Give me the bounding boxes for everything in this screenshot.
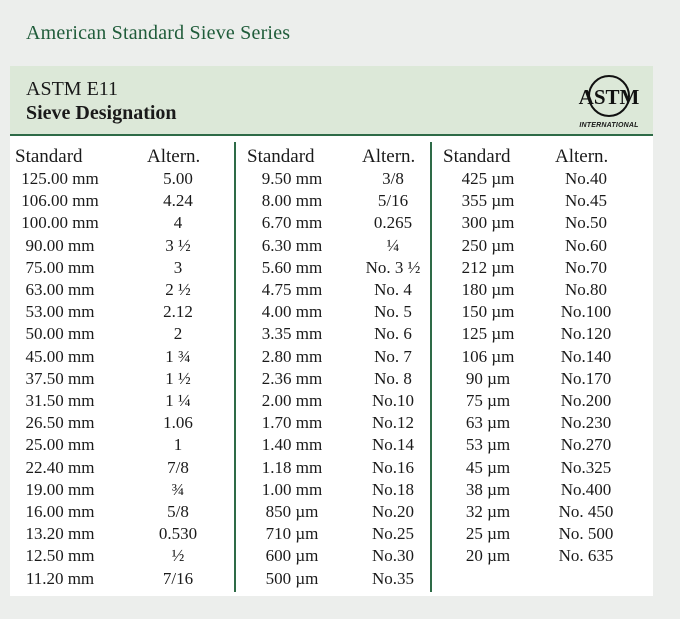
standard-size-cell: 22.40 mm: [25, 457, 95, 477]
table-row: [236, 368, 433, 390]
table-row: [236, 412, 433, 434]
alternative-size-cell: No.100: [560, 302, 612, 322]
alternative-size-cell: No.140: [560, 346, 612, 366]
standard-header: Standard: [443, 146, 511, 167]
standard-header: Standard: [15, 146, 83, 167]
alternative-size-cell: No. 500: [558, 524, 614, 544]
table-row: [236, 190, 433, 212]
standard-size-cell: 125.00 mm: [21, 169, 99, 188]
sieve-table-card: [10, 66, 653, 596]
table-row: [236, 301, 433, 323]
standard-size-cell: 100.00 mm: [21, 213, 99, 233]
alternative-size-cell: No. 8: [374, 368, 412, 388]
table-row: [432, 412, 632, 434]
standard-size-cell: 9.50 mm: [261, 169, 323, 188]
alternative-size-cell: No.10: [371, 391, 415, 410]
table-row: [236, 168, 433, 190]
alternative-size-cell: No.325: [560, 457, 612, 477]
table-row: [432, 501, 632, 523]
standard-size-cell: 12.50 mm: [25, 546, 95, 566]
table-row: [432, 323, 632, 345]
alternative-size-cell: 7/16: [162, 568, 194, 588]
table-row: [10, 434, 234, 456]
alternative-size-cell: No.18: [371, 479, 415, 499]
alternative-size-cell: No. 7: [374, 346, 412, 366]
standard-size-cell: 5.60 mm: [261, 257, 323, 277]
table-row: [10, 501, 234, 523]
sieve-column-3: [430, 142, 632, 592]
standard-size-cell: 63 µm: [465, 413, 511, 433]
alternative-size-cell: No.30: [371, 546, 415, 566]
astm-logo: [576, 72, 642, 132]
standard-size-cell: 1.00 mm: [261, 479, 323, 499]
alternative-size-cell: No. 5: [374, 302, 412, 322]
alternative-size-cell: No.270: [560, 435, 612, 455]
table-row: [432, 457, 632, 479]
table-row: [10, 190, 234, 212]
alternative-size-cell: No.45: [564, 191, 608, 211]
alternative-size-cell: 0.530: [158, 524, 198, 544]
alternative-size-cell: ¾: [171, 479, 185, 499]
table-row: [10, 368, 234, 390]
designation-label: Sieve Designation: [26, 102, 177, 124]
alternative-size-cell: ½: [171, 546, 185, 566]
standard-size-cell: 180 µm: [461, 280, 515, 299]
alternative-size-cell: 5/8: [167, 502, 189, 521]
alternative-size-cell: 1 ¾: [165, 346, 191, 366]
alternative-size-cell: 1 ½: [165, 368, 191, 388]
table-row: [10, 301, 234, 323]
alternative-size-cell: 5.00: [163, 169, 193, 188]
table-row: [432, 390, 632, 412]
table-row: [10, 235, 234, 257]
table-row: [236, 545, 433, 567]
standard-size-cell: 25.00 mm: [25, 435, 95, 455]
standard-size-cell: 1.18 mm: [261, 457, 323, 477]
standard-size-cell: 150 µm: [461, 302, 515, 322]
table-row: [10, 568, 234, 590]
astm-logo-mark: [576, 72, 642, 122]
alternative-size-cell: No. 4: [374, 280, 412, 299]
sieve-column-2: [234, 142, 433, 592]
table-row: [432, 257, 632, 279]
standard-size-cell: 13.20 mm: [25, 524, 95, 544]
alternative-size-cell: ¼: [386, 235, 400, 255]
table-row: [236, 434, 433, 456]
alternative-size-cell: No.230: [560, 413, 612, 433]
standard-size-cell: 26.50 mm: [25, 413, 95, 433]
standard-size-cell: 1.70 mm: [261, 413, 323, 433]
table-row: [236, 212, 433, 234]
standard-size-cell: 20 µm: [465, 546, 511, 566]
standard-size-cell: 19.00 mm: [25, 479, 95, 499]
standard-size-cell: 63.00 mm: [25, 280, 95, 299]
table-row: [236, 479, 433, 501]
standard-size-cell: 90.00 mm: [25, 235, 95, 255]
table-row: [10, 346, 234, 368]
alternative-size-cell: No.50: [564, 213, 608, 233]
alternative-size-cell: 1: [173, 435, 183, 455]
table-row: [236, 279, 433, 301]
standard-size-cell: 2.36 mm: [261, 368, 323, 388]
alternative-header: Altern.: [147, 146, 201, 167]
alternative-size-cell: No.14: [371, 435, 415, 455]
alternative-size-cell: 3 ½: [165, 235, 191, 255]
standard-size-cell: 106.00 mm: [21, 191, 99, 211]
standard-size-cell: 500 µm: [265, 568, 319, 588]
table-row: [10, 523, 234, 545]
standard-size-cell: 75 µm: [465, 391, 511, 410]
standard-size-cell: 75.00 mm: [25, 257, 95, 277]
standard-size-cell: 212 µm: [461, 257, 515, 277]
table-row: [432, 545, 632, 567]
alternative-size-cell: 3/8: [382, 169, 404, 188]
standard-size-cell: 11.20 mm: [25, 568, 95, 588]
alternative-size-cell: No.25: [371, 524, 415, 544]
standard-size-cell: 125 µm: [461, 324, 515, 344]
standard-size-cell: 3.35 mm: [261, 324, 323, 344]
standard-size-cell: 106 µm: [461, 346, 515, 366]
table-row: [10, 257, 234, 279]
table-row: [236, 501, 433, 523]
alternative-size-cell: 4: [173, 213, 183, 233]
standard-size-cell: 31.50 mm: [25, 391, 95, 410]
alternative-size-cell: No.80: [564, 280, 608, 299]
table-row: [236, 235, 433, 257]
alternative-header: Altern.: [555, 146, 609, 167]
table-row: [236, 323, 433, 345]
alternative-size-cell: 5/16: [377, 191, 409, 211]
alternative-size-cell: No. 3 ½: [365, 257, 421, 277]
alternative-size-cell: 4.24: [163, 191, 193, 211]
standard-size-cell: 4.75 mm: [261, 280, 323, 299]
standard-size-cell: 4.00 mm: [261, 302, 323, 322]
alternative-size-cell: No.200: [560, 391, 612, 410]
page-title: American Standard Sieve Series: [26, 22, 291, 44]
logo-subtext: INTERNATIONAL: [579, 122, 639, 129]
standard-size-cell: 6.30 mm: [261, 235, 323, 255]
table-row: [432, 434, 632, 456]
standard-code: ASTM E11: [26, 78, 119, 100]
table-header-band: [10, 66, 653, 136]
standard-size-cell: 53 µm: [465, 435, 511, 455]
standard-size-cell: 32 µm: [465, 502, 511, 521]
alternative-size-cell: No.40: [564, 169, 608, 188]
table-row: [236, 568, 433, 590]
table-row: [432, 301, 632, 323]
standard-size-cell: 2.00 mm: [261, 391, 323, 410]
standard-size-cell: 1.40 mm: [261, 435, 323, 455]
table-row: [432, 368, 632, 390]
table-row: [10, 212, 234, 234]
standard-header: Standard: [247, 146, 315, 167]
table-row: [10, 323, 234, 345]
standard-size-cell: 2.80 mm: [261, 346, 323, 366]
table-row: [432, 235, 632, 257]
standard-size-cell: 50.00 mm: [25, 324, 95, 344]
standard-size-cell: 600 µm: [265, 546, 319, 566]
standard-size-cell: 45.00 mm: [25, 346, 95, 366]
alternative-size-cell: No.170: [560, 368, 612, 388]
table-row: [236, 390, 433, 412]
standard-size-cell: 16.00 mm: [25, 502, 95, 521]
alternative-size-cell: No.70: [564, 257, 608, 277]
standard-size-cell: 8.00 mm: [261, 191, 323, 211]
alternative-size-cell: No.120: [560, 324, 612, 344]
standard-size-cell: 300 µm: [461, 213, 515, 233]
table-row: [10, 457, 234, 479]
table-row: [432, 479, 632, 501]
table-row: [432, 346, 632, 368]
alternative-size-cell: No.16: [371, 457, 415, 477]
astm-logo-letters: ASTM: [578, 85, 640, 109]
table-row: [236, 457, 433, 479]
table-row: [432, 523, 632, 545]
standard-size-cell: 25 µm: [465, 524, 511, 544]
alternative-size-cell: 0.265: [373, 213, 413, 233]
standard-size-cell: 250 µm: [461, 235, 515, 255]
sieve-column-1: [10, 142, 234, 592]
standard-size-cell: 90 µm: [465, 368, 511, 388]
alternative-size-cell: No.20: [371, 502, 415, 521]
standard-size-cell: 425 µm: [461, 169, 515, 188]
alternative-size-cell: No.400: [560, 479, 612, 499]
table-row: [236, 346, 433, 368]
table-row: [10, 479, 234, 501]
standard-size-cell: 355 µm: [461, 191, 515, 211]
standard-size-cell: 850 µm: [265, 502, 319, 521]
table-row: [10, 545, 234, 567]
alternative-size-cell: 7/8: [167, 457, 189, 477]
table-row: [236, 257, 433, 279]
standard-size-cell: 37.50 mm: [25, 368, 95, 388]
alternative-size-cell: No. 6: [374, 324, 412, 344]
table-row: [432, 212, 632, 234]
alternative-size-cell: No. 635: [558, 546, 614, 566]
alternative-size-cell: 2 ½: [165, 280, 191, 299]
table-row: [432, 190, 632, 212]
table-row: [432, 279, 632, 301]
alternative-size-cell: No.12: [371, 413, 415, 433]
table-row: [10, 390, 234, 412]
alternative-size-cell: 2: [173, 324, 183, 344]
table-row: [10, 412, 234, 434]
alternative-size-cell: No. 450: [558, 502, 614, 521]
standard-size-cell: 53.00 mm: [25, 302, 95, 322]
table-row: [10, 168, 234, 190]
standard-size-cell: 38 µm: [465, 479, 511, 499]
standard-size-cell: 45 µm: [465, 457, 511, 477]
alternative-size-cell: 2.12: [163, 302, 193, 322]
alternative-size-cell: 3: [173, 257, 183, 277]
standard-size-cell: 6.70 mm: [261, 213, 323, 233]
alternative-size-cell: No.60: [564, 235, 608, 255]
alternative-header: Altern.: [362, 146, 416, 167]
table-row: [432, 168, 632, 190]
alternative-size-cell: 1 ¼: [165, 391, 191, 410]
table-row: [236, 523, 433, 545]
standard-size-cell: 710 µm: [265, 524, 319, 544]
table-row: [10, 279, 234, 301]
alternative-size-cell: 1.06: [163, 413, 193, 433]
alternative-size-cell: No.35: [371, 568, 415, 588]
